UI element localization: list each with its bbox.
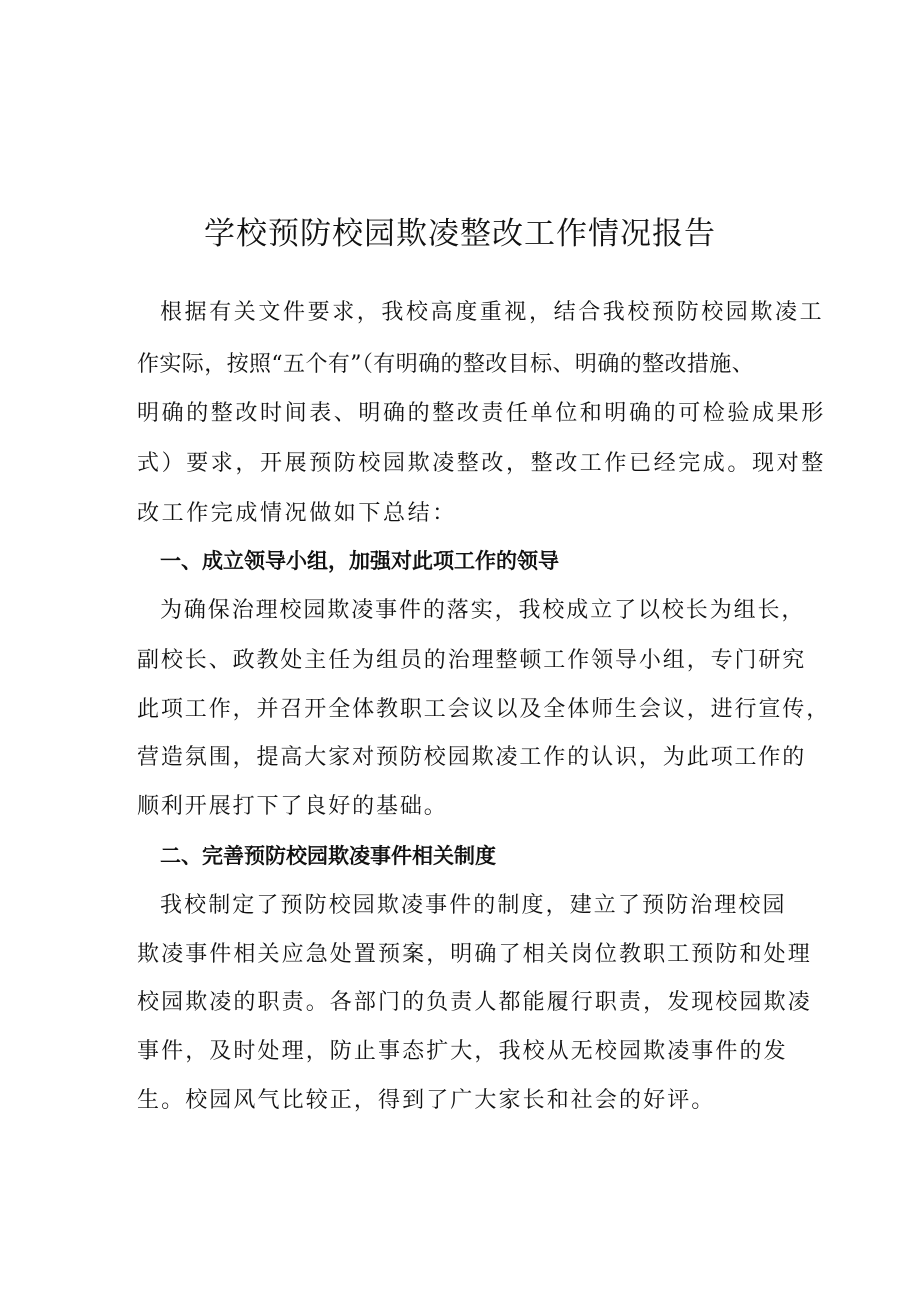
section-2-line: 我校制定了预防校园欺凌事件的制度，建立了预防治理校园 <box>160 893 787 918</box>
section-2-line: 事件，及时处理，防止事态扩大，我校从无校园欺凌事件的发 <box>137 1039 788 1064</box>
intro-line: 式）要求，开展预防校园欺凌整改，整改工作已经完成。现对整 <box>137 451 826 476</box>
section-1-line: 副校长、政教处主任为组员的治理整顿工作领导小组，专门研究 <box>137 648 807 673</box>
section-2-line: 欺凌事件相关应急处置预案，明确了相关岗位教职工预防和处理 <box>137 942 812 967</box>
section-1-line: 营造氛围，提高大家对预防校园欺凌工作的认识，为此项工作的 <box>137 745 807 770</box>
intro-line: 作实际，按照“五个有”（有明确的整改目标、明确的整改措施、 <box>137 352 755 377</box>
section-2-line: 校园欺凌的职责。各部门的负责人都能履行职责，发现校园欺凌 <box>137 990 812 1015</box>
section-1-line: 顺利开展打下了良好的基础。 <box>137 794 448 819</box>
section-1-heading: 一、成立领导小组，加强对此项工作的领导 <box>160 549 559 573</box>
intro-line: 改工作完成情况做如下总结： <box>137 501 457 526</box>
section-1-line: 此项工作，并召开全体教职工会议以及全体师生会议，进行宣传， <box>137 697 831 722</box>
intro-line: 根据有关文件要求，我校高度重视，结合我校预防校园欺凌工 <box>160 300 825 325</box>
section-1-line: 为确保治理校园欺凌事件的落实，我校成立了以校长为组长， <box>160 598 806 623</box>
section-2-line: 生。校园风气比较正，得到了广大家长和社会的好评。 <box>137 1088 716 1113</box>
section-2-heading: 二、完善预防校园欺凌事件相关制度 <box>160 844 496 868</box>
intro-line: 明确的整改时间表、明确的整改责任单位和明确的可检验成果形 <box>137 401 826 426</box>
document-title: 学校预防校园欺凌整改工作情况报告 <box>204 216 716 252</box>
